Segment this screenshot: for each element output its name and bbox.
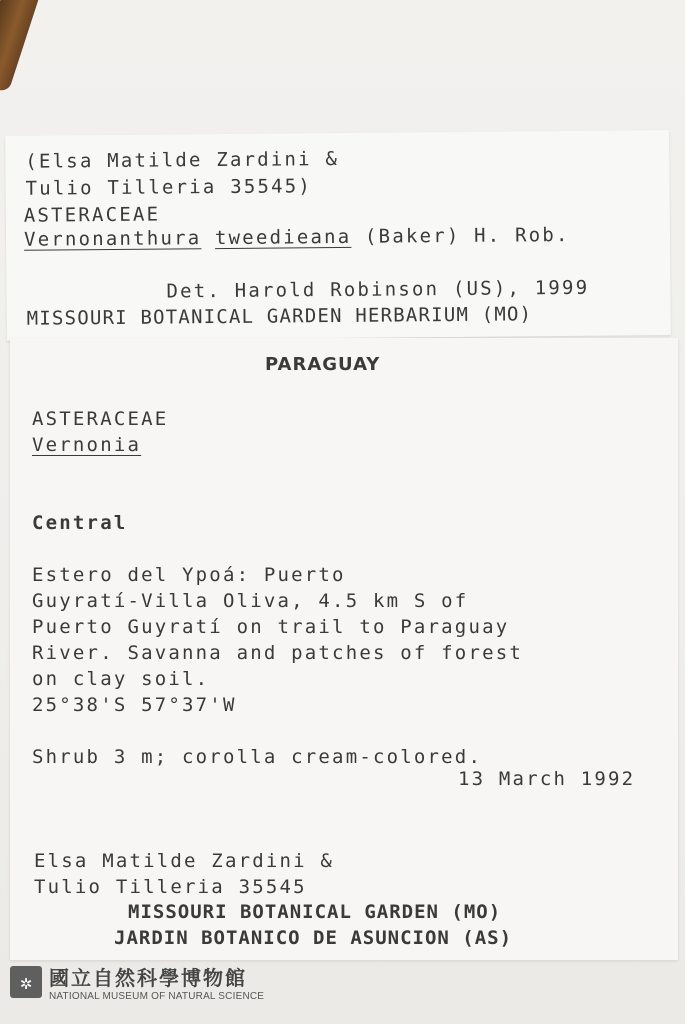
locality-line-4: River. Savanna and patches of forest — [32, 642, 524, 664]
det-determiner: Det. Harold Robinson (US), 1999 — [166, 276, 590, 303]
det-taxon — [24, 224, 570, 251]
museum-name-cn: 國立自然科學博物館 — [49, 966, 247, 990]
collector-line1: Elsa Matilde Zardini & — [34, 850, 335, 872]
museum-name-en: NATIONAL MUSEUM OF NATURAL SCIENCE — [49, 991, 265, 1002]
det-collector-line1: (Elsa Matilde Zardini & — [25, 147, 340, 173]
department: Central — [32, 512, 128, 534]
locality-line-5: on clay soil. — [32, 668, 210, 690]
det-institution: MISSOURI BOTANICAL GARDEN HERBARIUM (MO) — [26, 303, 533, 330]
collection-date: 13 March 1992 — [458, 768, 636, 790]
plant-stem — [0, 0, 42, 93]
genus: Vernonia — [32, 434, 142, 456]
museum-watermark — [10, 962, 264, 1002]
coordinates: 25°38'S 57°37'W — [32, 694, 237, 716]
institution-as: JARDIN BOTANICO DE ASUNCION (AS) — [114, 927, 513, 949]
locality-line-1: Estero del Ypoá: Puerto — [32, 564, 346, 586]
family: ASTERACEAE — [32, 408, 169, 430]
det-family: ASTERACEAE — [23, 203, 161, 227]
institution-mo: MISSOURI BOTANICAL GARDEN (MO) — [128, 901, 502, 923]
det-genus: Vernonanthura — [23, 227, 202, 251]
determination-label — [5, 130, 671, 341]
det-species: tweedieana — [214, 225, 352, 250]
collector-line2: Tulio Tilleria 35545 — [34, 876, 307, 898]
collection-label — [10, 338, 678, 960]
det-authority: (Baker) H. Rob. — [364, 223, 570, 248]
museum-logo-icon: ✲ — [10, 966, 42, 998]
locality-line-3: Puerto Guyratí on trail to Paraguay — [32, 616, 510, 638]
country: PARAGUAY — [265, 354, 381, 375]
det-collector-line2: Tulio Tilleria 35545) — [25, 175, 313, 200]
locality-line-2: Guyratí-Villa Oliva, 4.5 km S of — [32, 590, 469, 612]
description: Shrub 3 m; corolla cream-colored. — [32, 746, 483, 768]
